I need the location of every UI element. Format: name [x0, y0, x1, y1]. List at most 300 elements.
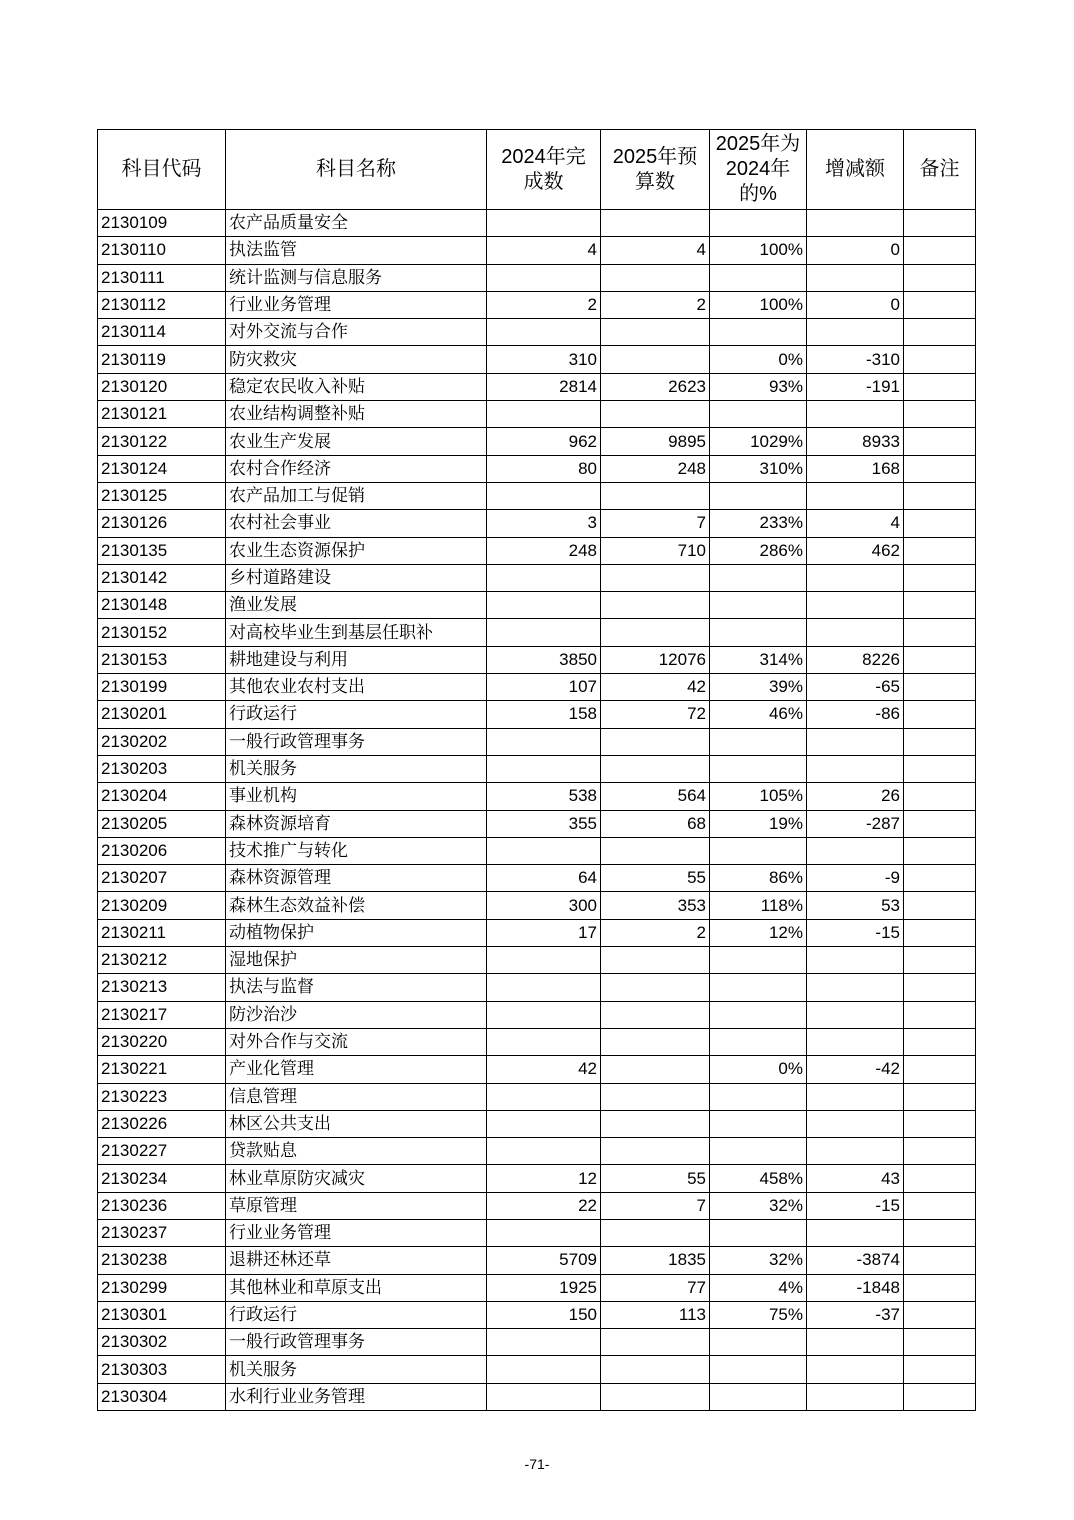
cell-name: 农村合作经济: [226, 455, 487, 482]
cell-code: 2130303: [98, 1356, 226, 1383]
cell-remark: [904, 346, 976, 373]
cell-remark: [904, 919, 976, 946]
cell-budget-2025: 7: [601, 1192, 710, 1219]
cell-completed-2024: [487, 1356, 601, 1383]
cell-completed-2024: [487, 564, 601, 591]
cell-change: [807, 482, 904, 509]
cell-name: 行业业务管理: [226, 291, 487, 318]
table-row: [98, 646, 976, 673]
table-row: [98, 755, 976, 782]
cell-name: 防灾救灾: [226, 346, 487, 373]
cell-change: -9: [807, 865, 904, 892]
cell-remark: [904, 1083, 976, 1110]
cell-code: 2130199: [98, 674, 226, 701]
table-row: [98, 701, 976, 728]
cell-budget-2025: [601, 1219, 710, 1246]
cell-code: 2130119: [98, 346, 226, 373]
cell-code: 2130302: [98, 1329, 226, 1356]
cell-completed-2024: [487, 210, 601, 237]
cell-change: [807, 1383, 904, 1410]
cell-completed-2024: [487, 1001, 601, 1028]
cell-remark: [904, 810, 976, 837]
cell-remark: [904, 783, 976, 810]
table-row: [98, 783, 976, 810]
cell-name: 产业化管理: [226, 1056, 487, 1083]
cell-change: -191: [807, 373, 904, 400]
cell-remark: [904, 564, 976, 591]
cell-completed-2024: [487, 728, 601, 755]
cell-change: 0: [807, 291, 904, 318]
cell-budget-2025: [601, 947, 710, 974]
cell-completed-2024: 5709: [487, 1247, 601, 1274]
cell-name: 机关服务: [226, 755, 487, 782]
cell-budget-2025: [601, 974, 710, 1001]
table-row: [98, 837, 976, 864]
cell-completed-2024: [487, 264, 601, 291]
cell-remark: [904, 865, 976, 892]
table-row: [98, 455, 976, 482]
cell-completed-2024: 64: [487, 865, 601, 892]
cell-change: -37: [807, 1301, 904, 1328]
cell-change: [807, 619, 904, 646]
table-body: [98, 210, 976, 1411]
cell-name: 对外交流与合作: [226, 319, 487, 346]
cell-name: 退耕还林还草: [226, 1247, 487, 1274]
cell-name: 农业结构调整补贴: [226, 401, 487, 428]
table-row: [98, 728, 976, 755]
cell-ratio: [710, 401, 807, 428]
cell-ratio: [710, 1356, 807, 1383]
cell-change: -310: [807, 346, 904, 373]
cell-code: 2130227: [98, 1138, 226, 1165]
cell-budget-2025: [601, 837, 710, 864]
table-row: [98, 1083, 976, 1110]
cell-code: 2130237: [98, 1219, 226, 1246]
cell-budget-2025: 9895: [601, 428, 710, 455]
cell-ratio: 458%: [710, 1165, 807, 1192]
cell-change: [807, 1138, 904, 1165]
cell-completed-2024: 42: [487, 1056, 601, 1083]
cell-code: 2130148: [98, 592, 226, 619]
table-row: [98, 482, 976, 509]
cell-code: 2130217: [98, 1001, 226, 1028]
cell-code: 2130110: [98, 237, 226, 264]
cell-completed-2024: [487, 319, 601, 346]
cell-budget-2025: 72: [601, 701, 710, 728]
cell-budget-2025: [601, 346, 710, 373]
table-row: [98, 1192, 976, 1219]
cell-code: 2130213: [98, 974, 226, 1001]
cell-name: 对外合作与交流: [226, 1028, 487, 1055]
cell-ratio: [710, 210, 807, 237]
cell-ratio: 314%: [710, 646, 807, 673]
cell-ratio: [710, 619, 807, 646]
cell-budget-2025: [601, 482, 710, 509]
cell-completed-2024: [487, 1383, 601, 1410]
table-row: [98, 1247, 976, 1274]
cell-ratio: [710, 947, 807, 974]
cell-completed-2024: [487, 619, 601, 646]
table-row: [98, 401, 976, 428]
cell-remark: [904, 1247, 976, 1274]
table-row: [98, 674, 976, 701]
cell-budget-2025: 42: [601, 674, 710, 701]
cell-name: 耕地建设与利用: [226, 646, 487, 673]
cell-completed-2024: 4: [487, 237, 601, 264]
cell-completed-2024: 2: [487, 291, 601, 318]
cell-ratio: [710, 837, 807, 864]
cell-change: [807, 564, 904, 591]
header-change: 增减额: [807, 130, 904, 210]
cell-code: 2130202: [98, 728, 226, 755]
table-row: [98, 974, 976, 1001]
cell-change: 43: [807, 1165, 904, 1192]
cell-change: [807, 264, 904, 291]
table-row: [98, 1274, 976, 1301]
cell-ratio: 0%: [710, 1056, 807, 1083]
cell-name: 事业机构: [226, 783, 487, 810]
cell-budget-2025: [601, 619, 710, 646]
cell-budget-2025: [601, 1083, 710, 1110]
cell-code: 2130211: [98, 919, 226, 946]
cell-ratio: [710, 728, 807, 755]
cell-name: 森林生态效益补偿: [226, 892, 487, 919]
cell-code: 2130111: [98, 264, 226, 291]
cell-completed-2024: 355: [487, 810, 601, 837]
table-row: [98, 428, 976, 455]
cell-remark: [904, 1301, 976, 1328]
table-row: [98, 291, 976, 318]
table-row: [98, 1356, 976, 1383]
cell-completed-2024: 3: [487, 510, 601, 537]
cell-code: 2130223: [98, 1083, 226, 1110]
cell-remark: [904, 728, 976, 755]
cell-name: 农业生态资源保护: [226, 537, 487, 564]
header-ratio: 2025年为2024年的%: [710, 130, 807, 210]
cell-remark: [904, 1329, 976, 1356]
cell-name: 农村社会事业: [226, 510, 487, 537]
table-row: [98, 1383, 976, 1410]
cell-budget-2025: 77: [601, 1274, 710, 1301]
cell-budget-2025: [601, 592, 710, 619]
cell-name: 行政运行: [226, 1301, 487, 1328]
cell-code: 2130299: [98, 1274, 226, 1301]
cell-name: 森林资源管理: [226, 865, 487, 892]
cell-remark: [904, 428, 976, 455]
cell-budget-2025: 2: [601, 291, 710, 318]
cell-remark: [904, 237, 976, 264]
cell-ratio: 233%: [710, 510, 807, 537]
cell-budget-2025: [601, 401, 710, 428]
header-row: [98, 130, 976, 210]
cell-budget-2025: [601, 1001, 710, 1028]
cell-change: [807, 1329, 904, 1356]
cell-ratio: [710, 1219, 807, 1246]
cell-ratio: [710, 755, 807, 782]
cell-code: 2130236: [98, 1192, 226, 1219]
cell-remark: [904, 291, 976, 318]
cell-code: 2130112: [98, 291, 226, 318]
cell-completed-2024: 300: [487, 892, 601, 919]
cell-remark: [904, 401, 976, 428]
cell-budget-2025: [601, 319, 710, 346]
cell-change: -15: [807, 1192, 904, 1219]
cell-ratio: [710, 1028, 807, 1055]
cell-ratio: [710, 592, 807, 619]
cell-code: 2130126: [98, 510, 226, 537]
cell-name: 林区公共支出: [226, 1110, 487, 1137]
cell-remark: [904, 892, 976, 919]
cell-completed-2024: [487, 1110, 601, 1137]
cell-remark: [904, 1356, 976, 1383]
table-row: [98, 264, 976, 291]
cell-budget-2025: 2: [601, 919, 710, 946]
cell-code: 2130204: [98, 783, 226, 810]
cell-completed-2024: [487, 974, 601, 1001]
cell-code: 2130124: [98, 455, 226, 482]
cell-code: 2130135: [98, 537, 226, 564]
table-row: [98, 210, 976, 237]
budget-table: [97, 129, 976, 1411]
cell-budget-2025: [601, 1329, 710, 1356]
cell-ratio: 100%: [710, 237, 807, 264]
cell-completed-2024: 310: [487, 346, 601, 373]
cell-completed-2024: [487, 947, 601, 974]
cell-change: [807, 1219, 904, 1246]
cell-completed-2024: [487, 1138, 601, 1165]
table-row: [98, 537, 976, 564]
cell-name: 渔业发展: [226, 592, 487, 619]
cell-name: 林业草原防灾减灾: [226, 1165, 487, 1192]
cell-change: [807, 210, 904, 237]
cell-name: 农产品加工与促销: [226, 482, 487, 509]
cell-remark: [904, 1274, 976, 1301]
cell-completed-2024: 538: [487, 783, 601, 810]
cell-code: 2130114: [98, 319, 226, 346]
cell-remark: [904, 1219, 976, 1246]
table-row: [98, 865, 976, 892]
cell-change: [807, 319, 904, 346]
cell-ratio: 118%: [710, 892, 807, 919]
cell-code: 2130234: [98, 1165, 226, 1192]
cell-code: 2130212: [98, 947, 226, 974]
cell-budget-2025: 55: [601, 1165, 710, 1192]
table-row: [98, 1138, 976, 1165]
cell-completed-2024: [487, 592, 601, 619]
cell-remark: [904, 646, 976, 673]
cell-completed-2024: 107: [487, 674, 601, 701]
cell-completed-2024: 150: [487, 1301, 601, 1328]
cell-change: [807, 1001, 904, 1028]
table-row: [98, 1110, 976, 1137]
cell-ratio: [710, 319, 807, 346]
cell-code: 2130220: [98, 1028, 226, 1055]
cell-remark: [904, 319, 976, 346]
cell-remark: [904, 1056, 976, 1083]
cell-change: -15: [807, 919, 904, 946]
cell-budget-2025: [601, 1383, 710, 1410]
cell-change: 53: [807, 892, 904, 919]
table-row: [98, 892, 976, 919]
cell-code: 2130203: [98, 755, 226, 782]
cell-code: 2130238: [98, 1247, 226, 1274]
cell-budget-2025: [601, 1110, 710, 1137]
cell-change: 8226: [807, 646, 904, 673]
cell-ratio: [710, 1001, 807, 1028]
cell-remark: [904, 1383, 976, 1410]
cell-remark: [904, 510, 976, 537]
cell-name: 一般行政管理事务: [226, 1329, 487, 1356]
cell-budget-2025: 2623: [601, 373, 710, 400]
cell-name: 防沙治沙: [226, 1001, 487, 1028]
cell-completed-2024: 80: [487, 455, 601, 482]
cell-change: [807, 1110, 904, 1137]
cell-completed-2024: [487, 401, 601, 428]
cell-budget-2025: [601, 728, 710, 755]
cell-ratio: 1029%: [710, 428, 807, 455]
cell-name: 动植物保护: [226, 919, 487, 946]
cell-code: 2130121: [98, 401, 226, 428]
cell-name: 湿地保护: [226, 947, 487, 974]
cell-code: 2130125: [98, 482, 226, 509]
cell-budget-2025: [601, 1028, 710, 1055]
cell-budget-2025: [601, 264, 710, 291]
cell-completed-2024: [487, 1329, 601, 1356]
cell-budget-2025: [601, 1356, 710, 1383]
cell-change: [807, 1028, 904, 1055]
cell-completed-2024: 248: [487, 537, 601, 564]
cell-ratio: 19%: [710, 810, 807, 837]
cell-remark: [904, 1138, 976, 1165]
header-remark: 备注: [904, 130, 976, 210]
cell-change: -1848: [807, 1274, 904, 1301]
cell-ratio: 86%: [710, 865, 807, 892]
cell-change: 4: [807, 510, 904, 537]
cell-change: -287: [807, 810, 904, 837]
cell-code: 2130120: [98, 373, 226, 400]
cell-remark: [904, 619, 976, 646]
cell-remark: [904, 592, 976, 619]
header-code: 科目代码: [98, 130, 226, 210]
cell-completed-2024: [487, 1028, 601, 1055]
cell-code: 2130153: [98, 646, 226, 673]
cell-ratio: [710, 264, 807, 291]
cell-ratio: [710, 1083, 807, 1110]
cell-change: 0: [807, 237, 904, 264]
cell-change: [807, 401, 904, 428]
cell-code: 2130109: [98, 210, 226, 237]
cell-change: [807, 974, 904, 1001]
cell-remark: [904, 455, 976, 482]
cell-completed-2024: [487, 482, 601, 509]
table-row: [98, 919, 976, 946]
cell-code: 2130209: [98, 892, 226, 919]
cell-remark: [904, 837, 976, 864]
table-row: [98, 237, 976, 264]
cell-ratio: [710, 1138, 807, 1165]
table-row: [98, 319, 976, 346]
cell-change: 462: [807, 537, 904, 564]
cell-budget-2025: 1835: [601, 1247, 710, 1274]
cell-budget-2025: 248: [601, 455, 710, 482]
cell-ratio: 32%: [710, 1247, 807, 1274]
cell-completed-2024: 3850: [487, 646, 601, 673]
cell-code: 2130201: [98, 701, 226, 728]
cell-remark: [904, 1165, 976, 1192]
cell-code: 2130301: [98, 1301, 226, 1328]
cell-code: 2130304: [98, 1383, 226, 1410]
cell-remark: [904, 373, 976, 400]
cell-remark: [904, 1192, 976, 1219]
cell-change: 8933: [807, 428, 904, 455]
cell-change: 168: [807, 455, 904, 482]
cell-remark: [904, 755, 976, 782]
cell-budget-2025: 353: [601, 892, 710, 919]
cell-remark: [904, 974, 976, 1001]
cell-change: [807, 755, 904, 782]
cell-ratio: 12%: [710, 919, 807, 946]
cell-name: 一般行政管理事务: [226, 728, 487, 755]
table-row: [98, 947, 976, 974]
cell-name: 信息管理: [226, 1083, 487, 1110]
page-number: -71-: [524, 1456, 550, 1472]
cell-name: 乡村道路建设: [226, 564, 487, 591]
table-row: [98, 1301, 976, 1328]
cell-code: 2130152: [98, 619, 226, 646]
cell-ratio: 0%: [710, 346, 807, 373]
cell-remark: [904, 701, 976, 728]
cell-name: 行业业务管理: [226, 1219, 487, 1246]
cell-completed-2024: 158: [487, 701, 601, 728]
cell-change: -65: [807, 674, 904, 701]
cell-name: 其他林业和草原支出: [226, 1274, 487, 1301]
table-row: [98, 1056, 976, 1083]
cell-change: -3874: [807, 1247, 904, 1274]
cell-name: 行政运行: [226, 701, 487, 728]
cell-name: 对高校毕业生到基层任职补: [226, 619, 487, 646]
table-row: [98, 1165, 976, 1192]
cell-code: 2130206: [98, 837, 226, 864]
cell-completed-2024: [487, 755, 601, 782]
cell-ratio: 46%: [710, 701, 807, 728]
cell-completed-2024: [487, 1083, 601, 1110]
cell-code: 2130226: [98, 1110, 226, 1137]
cell-remark: [904, 264, 976, 291]
cell-ratio: [710, 482, 807, 509]
cell-remark: [904, 537, 976, 564]
cell-name: 其他农业农村支出: [226, 674, 487, 701]
cell-budget-2025: [601, 1138, 710, 1165]
cell-ratio: 286%: [710, 537, 807, 564]
cell-ratio: [710, 564, 807, 591]
cell-change: -86: [807, 701, 904, 728]
cell-remark: [904, 674, 976, 701]
table-row: [98, 564, 976, 591]
cell-budget-2025: 68: [601, 810, 710, 837]
header-budget-2025: 2025年预算数: [601, 130, 710, 210]
cell-name: 稳定农民收入补贴: [226, 373, 487, 400]
cell-code: 2130207: [98, 865, 226, 892]
cell-ratio: [710, 974, 807, 1001]
cell-budget-2025: 564: [601, 783, 710, 810]
cell-change: 26: [807, 783, 904, 810]
cell-remark: [904, 1001, 976, 1028]
cell-ratio: [710, 1329, 807, 1356]
cell-change: -42: [807, 1056, 904, 1083]
cell-name: 农业生产发展: [226, 428, 487, 455]
cell-budget-2025: 710: [601, 537, 710, 564]
cell-ratio: 100%: [710, 291, 807, 318]
